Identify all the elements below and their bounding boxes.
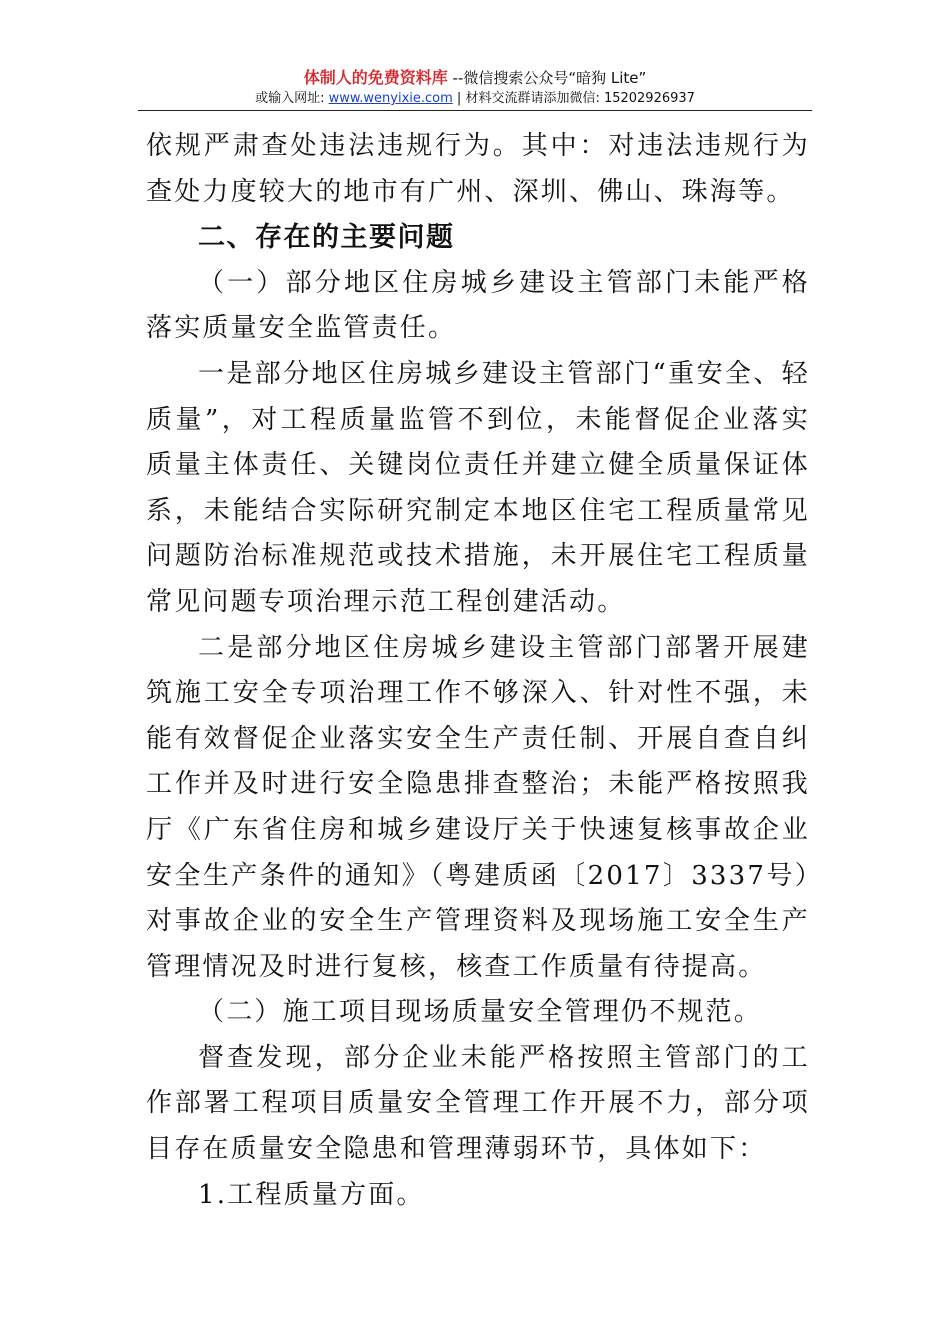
subsection-heading-1: （一）部分地区住房城乡建设主管部门未能严格落实质量安全监管责任。 (146, 267, 810, 344)
page-header (138, 68, 812, 109)
paragraph-point-two: 二是部分地区住房城乡建设主管部门部署开展建筑施工安全专项治理工作不够深入、针对性不强，未能有效督促企业落实安全生产责任制、开展自查自纠工作并及时进行安全隐患排查整治；未能严格按照我厅《广东省住房和城乡建设厅关于快速复核事故企业安全生产条件的通知》（粤建质函〔2017〕3337号）对事故企业的安全生产管理资料及现场施工安全生产管理情况及时进行复核，核查工作质量有待提高。 (146, 632, 810, 982)
brand-title: 体制人的免费资料库 (303, 68, 448, 87)
header-title-line (138, 68, 812, 88)
section-heading: 二、存在的主要问题 (198, 222, 455, 254)
list-item-quality: 1.工程质量方面。 (198, 1179, 425, 1210)
paragraph-continuation: 依规严肃查处违法违规行为。其中：对违法违规行为查处力度较大的地市有广州、深圳、佛山、珠海等。 (146, 131, 810, 207)
subsection-heading-2: （二）施工项目现场质量安全管理仍不规范。 (198, 997, 763, 1028)
header-contact-line (138, 89, 812, 109)
paragraph-inspection: 督查发现，部分企业未能严格按照主管部门的工作部署工程项目质量安全管理工作开展不力，部分项目存在质量安全隐患和管理薄弱环节，具体如下： (146, 1042, 810, 1165)
header-divider (138, 110, 812, 111)
header-tagline: --微信搜索公众号“暗狗 Lite” (447, 69, 647, 87)
paragraph-point-one: 一是部分地区住房城乡建设主管部门“重安全、轻质量”，对工程质量监管不到位，未能督促企业落实质量主体责任、关键岗位责任并建立健全质量保证体系，未能结合实际研究制定本地区住宅工程质量常见问题防治标准规范或技术措施，未开展住宅工程质量常见问题专项治理示范工程创建活动。 (146, 358, 810, 617)
website-link[interactable]: www.wenyixie.com (328, 91, 453, 106)
url-prefix: 或输入网址: (255, 91, 329, 106)
contact-info: | 材料交流群请添加微信: 15202926937 (452, 91, 695, 106)
document-body (146, 124, 810, 1218)
